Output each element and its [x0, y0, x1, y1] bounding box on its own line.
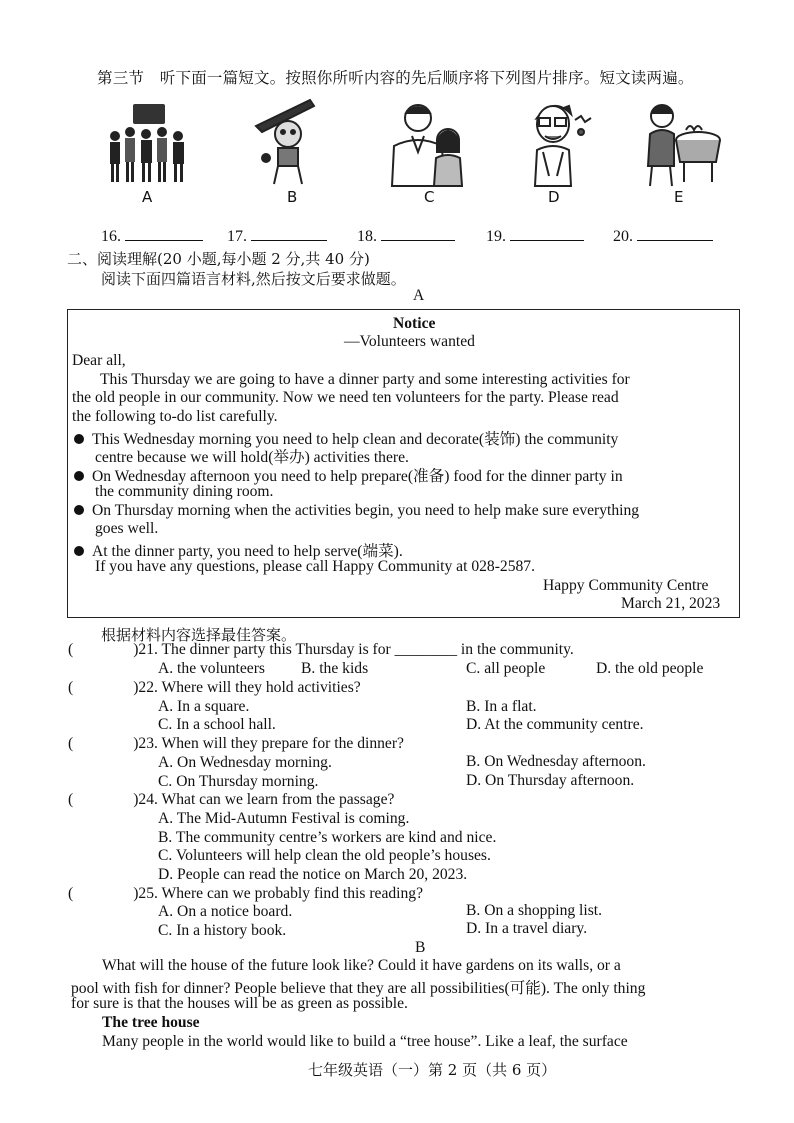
- question-25[interactable]: ( )25. Where can we probably find this reading?: [68, 885, 424, 902]
- todo-item: On Wednesday afternoon you need to help prepare(准备) food for the dinner party in: [74, 464, 623, 486]
- passage-b-letter: B: [415, 939, 426, 956]
- notice-contact: If you have any questions, please call Happy Community at 028-2587.: [95, 558, 535, 575]
- page-footer: 七年级英语（一）第 2 页（共 6 页）: [308, 1061, 557, 1079]
- passage-b-line: Many people in the world would like to build a “tree house”. Like a leaf, the surface: [102, 1033, 628, 1050]
- answer-bracket[interactable]: (: [68, 735, 74, 752]
- question-24[interactable]: ( )24. What can we learn from the passage?: [68, 791, 395, 808]
- option[interactable]: A. On a notice board.: [158, 903, 293, 920]
- option[interactable]: B. On Wednesday afternoon.: [466, 753, 646, 770]
- passage-b-subheading: The tree house: [102, 1014, 200, 1031]
- todo-item: On Thursday morning when the activities begin, you need to help make sure everything: [74, 502, 639, 520]
- person-cooking-icon: [640, 96, 726, 188]
- option[interactable]: A. The Mid-Autumn Festival is coming.: [158, 810, 410, 827]
- answer-blank-16[interactable]: 16.: [101, 226, 203, 246]
- option[interactable]: B. The community centre’s workers are kind and nice.: [158, 829, 497, 846]
- notice-intro-line: This Thursday we are going to have a dinner party and some interesting activities for: [100, 371, 630, 388]
- choose-instruction: 根据材料内容选择最佳答案。: [101, 626, 297, 644]
- picture-label-b: B: [287, 188, 298, 206]
- part2-instruction: 阅读下面四篇语言材料,然后按文后要求做题。: [101, 270, 406, 288]
- todo-item-cont: goes well.: [95, 520, 159, 537]
- answer-bracket[interactable]: (: [68, 791, 74, 808]
- question-21[interactable]: ( )21. The dinner party this Thursday is for ________ in the community.: [68, 641, 574, 658]
- option[interactable]: A. On Wednesday morning.: [158, 754, 332, 771]
- bullet-icon: [74, 471, 84, 481]
- option[interactable]: D. In a travel diary.: [466, 920, 588, 937]
- bullet-icon: [74, 546, 84, 556]
- answer-bracket[interactable]: (: [68, 641, 74, 658]
- question-22[interactable]: ( )22. Where will they hold activities?: [68, 679, 361, 696]
- passage-b-line: for sure is that the houses will be as green as possible.: [71, 995, 408, 1012]
- option[interactable]: D. People can read the notice on March 20, 2023.: [158, 866, 468, 883]
- todo-item: This Wednesday morning you need to help clean and decorate(装饰) the community: [74, 427, 618, 449]
- option[interactable]: D. At the community centre.: [466, 716, 644, 733]
- group-of-people-icon: [106, 96, 192, 188]
- person-with-hat-icon: [248, 96, 334, 188]
- answer-bracket[interactable]: (: [68, 679, 74, 696]
- option[interactable]: C. Volunteers will help clean the old people’s houses.: [158, 847, 491, 864]
- section3-heading: 第三节 听下面一篇短文。按照你所听内容的先后顺序将下列图片排序。短文读两遍。: [97, 69, 694, 87]
- option[interactable]: C. On Thursday morning.: [158, 773, 319, 790]
- notice-date: March 21, 2023: [621, 595, 721, 612]
- notice-intro-line: the old people in our community. Now we need ten volunteers for the party. Please read: [72, 389, 619, 406]
- option[interactable]: B. On a shopping list.: [466, 902, 603, 919]
- answer-blank-18[interactable]: 18.: [357, 226, 455, 246]
- todo-item-cont: the community dining room.: [95, 483, 274, 500]
- bullet-icon: [74, 505, 84, 515]
- option[interactable]: C. all people: [466, 660, 546, 677]
- option[interactable]: C. In a school hall.: [158, 716, 276, 733]
- notice-title: Notice: [393, 315, 436, 332]
- option[interactable]: B. In a flat.: [466, 698, 537, 715]
- answer-blank-19[interactable]: 19.: [486, 226, 584, 246]
- picture-label-e: E: [674, 188, 684, 206]
- question-23[interactable]: ( )23. When will they prepare for the dinner?: [68, 735, 404, 752]
- part2-heading: 二、阅读理解(20 小题,每小题 2 分,共 40 分): [67, 250, 370, 268]
- answer-blank-20[interactable]: 20.: [613, 226, 713, 246]
- notice-subtitle: —Volunteers wanted: [344, 333, 475, 350]
- bullet-icon: [74, 434, 84, 444]
- answer-blank-17[interactable]: 17.: [227, 226, 327, 246]
- picture-label-d: D: [548, 188, 560, 206]
- picture-label-a: A: [142, 188, 153, 206]
- option[interactable]: A. In a square.: [158, 698, 250, 715]
- answer-bracket[interactable]: (: [68, 885, 74, 902]
- option[interactable]: C. In a history book.: [158, 922, 287, 939]
- todo-item: At the dinner party, you need to help serve(端菜).: [74, 539, 403, 561]
- notice-intro-line: the following to-do list carefully.: [72, 408, 278, 425]
- father-and-daughter-icon: [388, 96, 474, 188]
- option[interactable]: D. the old people: [596, 660, 704, 677]
- notice-signature: Happy Community Centre: [543, 577, 709, 594]
- option[interactable]: D. On Thursday afternoon.: [466, 772, 635, 789]
- passage-b-line: What will the house of the future look like? Could it have gardens on its walls, or a: [102, 957, 621, 974]
- passage-b-line: pool with fish for dinner? People believe that they are all possibilities(可能). The only thing: [71, 980, 646, 997]
- person-with-glasses-icon: [523, 96, 609, 188]
- notice-greeting: Dear all,: [72, 352, 126, 369]
- todo-item-cont: centre because we will hold(举办) activities there.: [95, 449, 409, 466]
- picture-label-c: C: [424, 188, 435, 206]
- option[interactable]: B. the kids: [301, 660, 369, 677]
- option[interactable]: A. the volunteers: [158, 660, 265, 677]
- passage-a-letter: A: [413, 287, 425, 304]
